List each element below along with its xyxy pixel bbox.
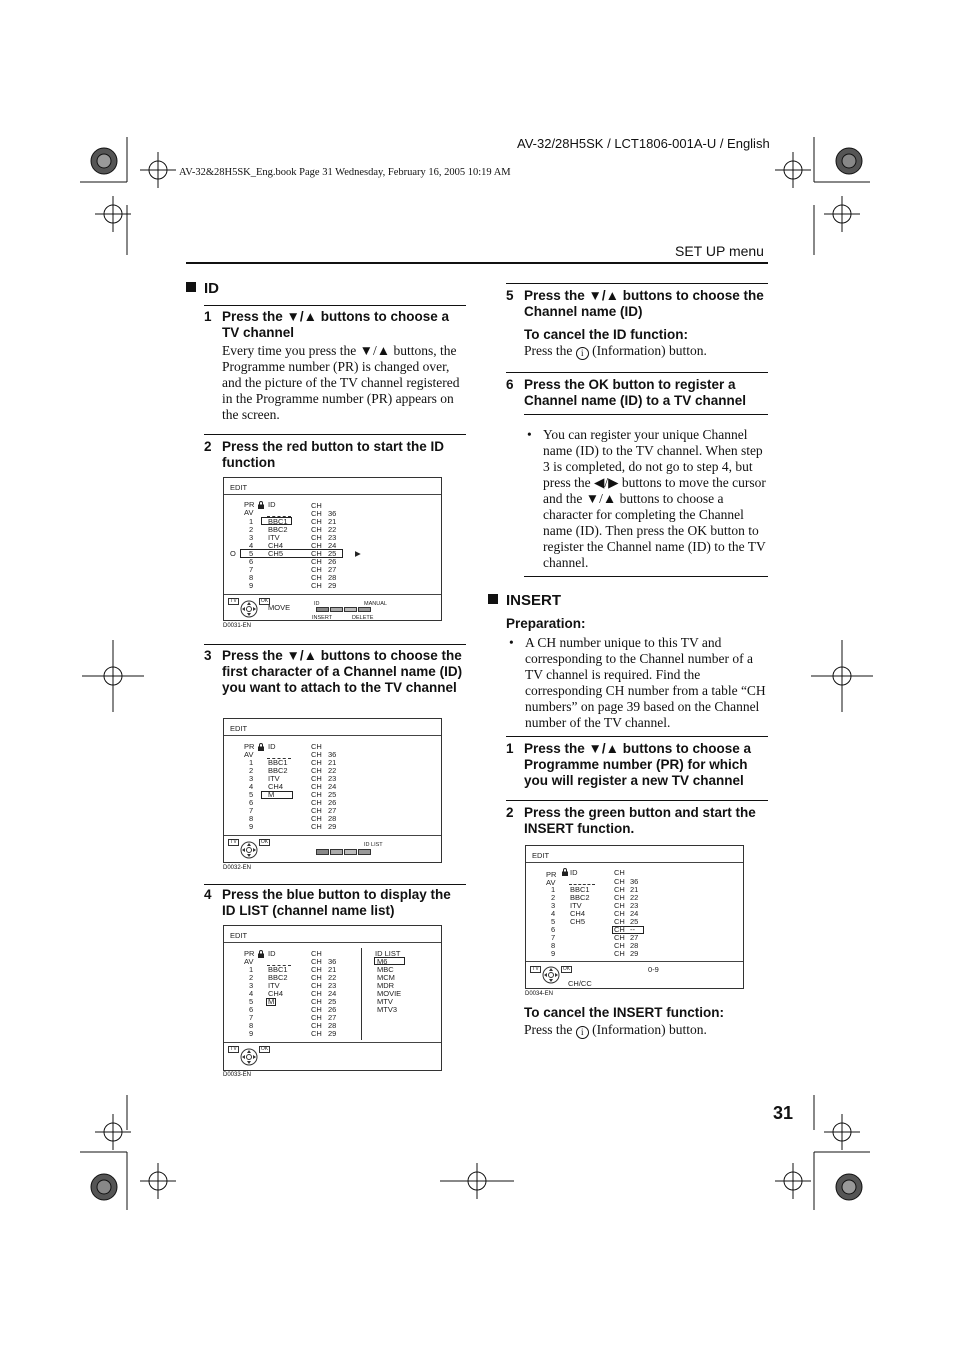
tv-button-icon: TV xyxy=(530,966,541,973)
red-key xyxy=(316,849,329,855)
id-list-items: MBC MCM MDR MOVIE MTV MTV3 xyxy=(377,965,402,1014)
id-list-title: ID LIST xyxy=(375,949,401,958)
id-label: ID xyxy=(570,868,578,877)
id-names: BBC1 BBC2 ITV CH4 CH5 xyxy=(570,885,590,926)
dpad-icon xyxy=(238,600,260,618)
id-names: BBC1 BBC2 ITV CH4 CH5 xyxy=(268,517,288,558)
preparation-note: • A CH number unique to this TV and corresponding to the Channel number of a TV channel is required. Find the corresponding CH number from a table “CH numbers” on page 39 based on the Channel number of the TV channel. xyxy=(509,635,766,730)
section-title: SET UP menu xyxy=(675,243,764,259)
lock-icon xyxy=(561,868,569,876)
id-label: ID xyxy=(268,500,276,509)
edit-screen-4 xyxy=(525,845,744,989)
chcc-label: CH/CC xyxy=(568,979,592,988)
green-key xyxy=(330,849,343,855)
blue-key xyxy=(358,607,371,612)
ch-numbers: 36 21 22 23 24 25 xyxy=(630,877,639,926)
divider xyxy=(506,372,768,373)
info-icon: i xyxy=(576,347,589,360)
cancel-insert-title: To cancel the INSERT function: xyxy=(524,1005,725,1020)
page-number: 31 xyxy=(773,1103,794,1123)
ok-button-icon: OK xyxy=(260,598,269,604)
yellow-key xyxy=(344,607,357,612)
pr-label: PR xyxy=(244,949,255,958)
screen-title: EDIT xyxy=(230,724,248,733)
preparation-title: Preparation: xyxy=(506,616,586,631)
lock-icon xyxy=(257,950,265,958)
lock-icon xyxy=(257,743,265,751)
delete-label: DELETE xyxy=(352,615,374,621)
divider xyxy=(204,305,466,306)
divider xyxy=(506,736,768,737)
divider xyxy=(204,434,466,435)
tv-button-icon: TV xyxy=(228,839,239,846)
edit-screen-2 xyxy=(223,718,442,863)
blue-key xyxy=(358,849,371,855)
ch-numbers: 36 21 22 23 24 25 26 27 28 29 xyxy=(328,750,337,831)
edit-screen-3 xyxy=(223,925,442,1071)
range-label: 0-9 xyxy=(648,965,659,974)
ch-numbers: 36 21 22 23 24 25 26 27 28 29 xyxy=(328,957,337,1038)
insert-step2: 2 Press the green button and start the INSERT function. xyxy=(506,805,756,836)
divider xyxy=(524,414,768,415)
dpad-icon xyxy=(238,841,260,859)
id-names: BBC1 BBC2 ITV CH4 xyxy=(268,965,288,998)
edit-screen-1 xyxy=(223,477,442,621)
insert-heading xyxy=(488,592,561,609)
header-rule xyxy=(186,262,768,264)
ch-column: CH CH CH CH CH CH CH CH CH CH xyxy=(311,957,322,1038)
pr-numbers: 1 2 3 4 5 6 7 8 9 xyxy=(249,965,254,1038)
id-names: BBC1 BBC2 ITV CH4 xyxy=(268,758,288,791)
id-key-label: ID xyxy=(314,601,320,607)
ch-label: CH xyxy=(311,949,322,958)
dpad-icon xyxy=(540,966,562,984)
model-header: AV-32/28H5SK / LCT1806-001A-U / English xyxy=(517,136,770,151)
cursor-box xyxy=(261,791,293,799)
id-step3: 3 Press the ▼/▲ buttons to choose the first character of a Channel name (ID) you want to attach to the TV channel xyxy=(204,648,463,695)
ok-button-icon: OK xyxy=(260,839,269,845)
ch-column: CH CH CH CH CH CH CH CH CH CH xyxy=(311,750,322,831)
ch-label: CH xyxy=(311,501,322,510)
right-arrow-icon: ▶ xyxy=(355,549,361,558)
selected-row xyxy=(240,549,343,558)
av-label: AV xyxy=(244,957,254,966)
divider xyxy=(204,884,466,885)
yellow-key xyxy=(344,849,357,855)
id-note: • You can register your unique Channel name (ID) to the TV channel. When step 3 is completed, do not go to step 4, but press the ◀/▶ buttons to move the cursor and the ▼/▲ buttons to choose a character for completing the Channel name (ID). Then press the OK button to register the Channel name (ID) to the TV channel. xyxy=(527,427,766,570)
id-label: ID xyxy=(268,949,276,958)
pr-label: PR xyxy=(546,870,557,879)
cancel-insert-text: Press the i (Information) button. xyxy=(524,1022,707,1037)
cursor-char: M xyxy=(268,790,275,799)
move-label: MOVE xyxy=(268,603,291,612)
cursor-box xyxy=(612,926,644,934)
ch-column: CH CH CH CH CH CH CH CH CH CH xyxy=(311,509,322,590)
lock-icon xyxy=(257,501,265,509)
green-key xyxy=(330,607,343,612)
pr-numbers: 1 2 3 4 5 6 7 8 9 xyxy=(249,758,254,831)
ch-label: CH xyxy=(311,742,322,751)
pr-label: PR xyxy=(244,500,255,509)
id-step6: 6 Press the OK button to register a Channel name (ID) to a TV channel xyxy=(506,377,747,408)
manual-label: MANUAL xyxy=(364,601,387,607)
tv-button-icon: TV xyxy=(228,598,239,605)
book-line: AV-32&28H5SK_Eng.book Page 31 Wednesday, February 16, 2005 10:19 AM xyxy=(179,167,511,178)
red-key xyxy=(316,607,329,612)
divider xyxy=(506,800,768,801)
pr-numbers: 1 2 3 4 5 6 7 8 9 xyxy=(551,885,556,958)
cursor-placeholder: -- xyxy=(630,925,635,934)
id-step1-text: Every time you press the ▼/▲ buttons, the Programme number (PR) is changed over, and the picture of the TV channel registered in the Programme number (PR) appears on the screen. xyxy=(222,343,460,422)
id-heading-text: ID xyxy=(204,280,219,297)
id-list-selected: M6 xyxy=(377,957,388,966)
ok-button-icon: OK xyxy=(562,966,571,972)
id-label: ID xyxy=(268,742,276,751)
screen-title: EDIT xyxy=(532,851,550,860)
cursor-char: M xyxy=(268,997,275,1006)
ch-numbers: 36 21 22 23 24 25 26 27 28 29 xyxy=(328,509,337,590)
figure-code: D0031-EN xyxy=(223,623,252,629)
figure-code: D0032-EN xyxy=(223,865,252,871)
av-label: AV xyxy=(244,508,254,517)
av-label: AV xyxy=(244,750,254,759)
cancel-id-text: Press the i (Information) button. xyxy=(524,343,707,358)
screen-title: EDIT xyxy=(230,931,248,940)
screen-title: EDIT xyxy=(230,483,248,492)
divider xyxy=(506,283,768,284)
figure-code: D0033-EN xyxy=(223,1072,252,1078)
id-step4: 4 Press the blue button to display the ID LIST (channel name list) xyxy=(204,887,451,918)
divider xyxy=(204,644,466,645)
info-icon: i xyxy=(576,1026,589,1039)
av-label: AV xyxy=(546,878,556,887)
id-step1: 1 Press the ▼/▲ buttons to choose a TV channel xyxy=(204,309,450,340)
insert-label: INSERT xyxy=(312,615,333,621)
ch-label: CH xyxy=(614,868,625,877)
dpad-icon xyxy=(238,1048,260,1066)
pr-label: PR xyxy=(244,742,255,751)
id-list-label: ID LIST xyxy=(364,842,383,848)
id-heading xyxy=(186,280,219,297)
ch-column: CH CH CH CH CH CH CH CH CH CH xyxy=(614,877,625,958)
ok-button-icon: OK xyxy=(260,1046,269,1052)
ch-numbers-lower: 27 28 29 xyxy=(630,933,639,958)
o-mark: O xyxy=(230,549,236,558)
tv-button-icon: TV xyxy=(228,1046,239,1053)
insert-step1: 1 Press the ▼/▲ buttons to choose a Programme number (PR) for which you will register a new TV channel xyxy=(506,741,752,788)
id-step5: 5 Press the ▼/▲ buttons to choose the Channel name (ID) xyxy=(506,288,764,319)
pr-numbers: 1 2 3 4 5 6 7 8 9 xyxy=(249,517,254,590)
divider xyxy=(524,576,768,577)
insert-heading-text: INSERT xyxy=(506,592,562,609)
id-step2: 2 Press the red button to start the ID function xyxy=(204,439,445,470)
cancel-id-title: To cancel the ID function: xyxy=(524,327,689,342)
cursor-box xyxy=(261,517,292,525)
figure-code: D0034-EN xyxy=(525,991,554,997)
